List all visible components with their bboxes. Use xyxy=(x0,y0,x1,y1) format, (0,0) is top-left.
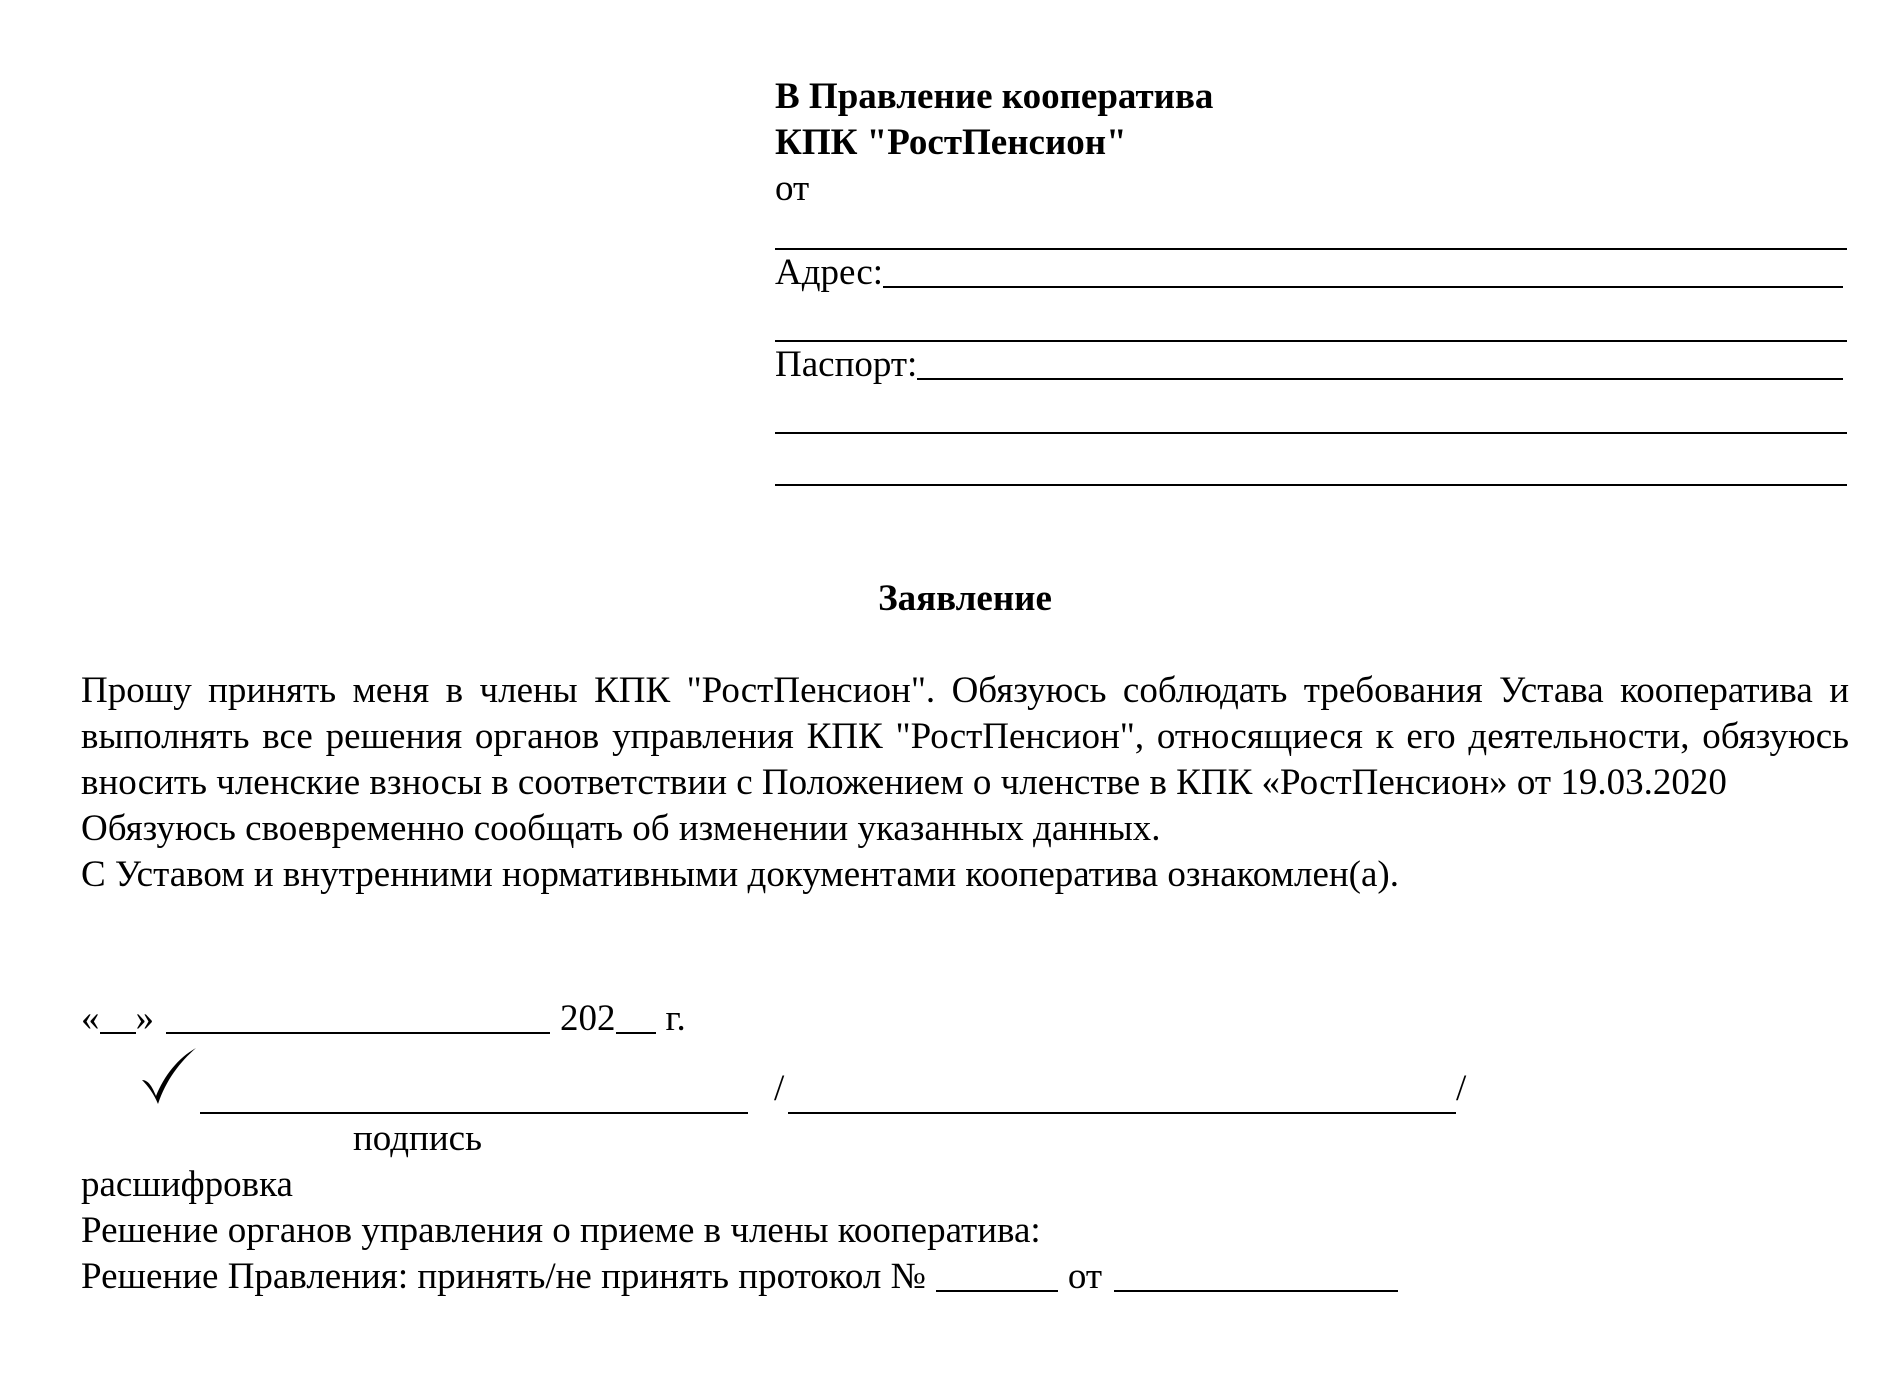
decoding-open-slash: / xyxy=(774,1068,785,1109)
year-prefix: 202 xyxy=(560,998,616,1039)
decision-block xyxy=(81,1162,1849,1300)
decoding-caption: расшифровка xyxy=(81,1164,293,1205)
month-field-line[interactable] xyxy=(166,1032,550,1034)
protocol-date-field-line[interactable] xyxy=(1114,1290,1398,1292)
protocol-from-label: от xyxy=(1067,1256,1103,1297)
board-decision-row xyxy=(81,1254,1849,1300)
passport-field-line[interactable] xyxy=(917,378,1843,380)
document-title xyxy=(0,576,1898,622)
address-row xyxy=(775,250,1847,296)
address-field-line[interactable] xyxy=(883,286,1843,288)
addressee-line-cooperative: КПК "РостПенсион" xyxy=(775,122,1127,163)
year-suffix: г. xyxy=(665,998,686,1039)
check-mark-icon xyxy=(138,1046,198,1106)
addressee-block xyxy=(775,74,1847,486)
acknowledged-line: С Уставом и внутренними нормативными документами кооператива ознакомлен(а). xyxy=(81,854,1399,895)
date-open-quote: « xyxy=(81,998,100,1039)
passport-label: Паспорт: xyxy=(775,344,918,385)
notify-changes-line: Обязуюсь своевременно сообщать об изменении указанных данных. xyxy=(81,808,1161,849)
from-label: от xyxy=(775,168,810,209)
day-field-line[interactable] xyxy=(100,1032,136,1034)
date-row xyxy=(81,996,686,1042)
signature-caption: подпись xyxy=(353,1118,482,1159)
document-title-text: Заявление xyxy=(878,578,1052,619)
signature-field-line[interactable] xyxy=(200,1112,748,1114)
protocol-number-field-line[interactable] xyxy=(936,1290,1058,1292)
year-field-line[interactable] xyxy=(616,1032,656,1034)
passport-extra-line-2[interactable] xyxy=(775,484,1847,486)
address-label: Адрес: xyxy=(775,252,884,293)
addressee-line-board: В Правление кооператива xyxy=(775,76,1214,117)
membership-request-paragraph: Прошу принять меня в члены КПК "РостПенсион". Обязуюсь соблюдать требования Устава кооператива и выполнять все решения органов управления КПК "РостПенсион", относящиеся к его деятельности, обязуюсь вносить членские взносы в соответствии с Положением о членстве в КПК «РостПенсион» от 19.03.2020 xyxy=(81,670,1849,803)
decoding-field-line[interactable] xyxy=(788,1112,1456,1114)
date-close-quote: » xyxy=(135,998,154,1039)
passport-row xyxy=(775,342,1847,388)
application-body xyxy=(81,668,1849,898)
decision-title: Решение органов управления о приеме в члены кооператива: xyxy=(81,1210,1041,1251)
signature-row xyxy=(138,1040,1538,1120)
board-decision-label: Решение Правления: принять/не принять протокол № xyxy=(81,1256,926,1297)
decoding-close-slash: / xyxy=(1456,1068,1467,1109)
